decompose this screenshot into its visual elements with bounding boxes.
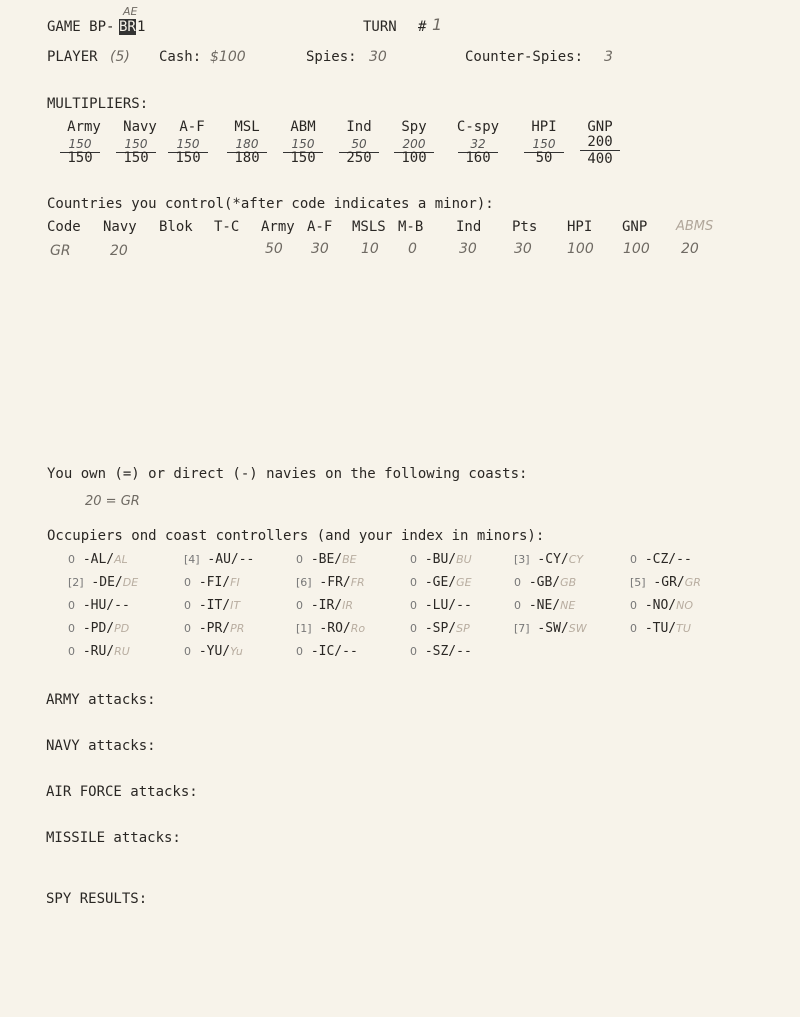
- coast-code: -CY/: [537, 552, 569, 567]
- coast-code: -RO/: [319, 621, 351, 636]
- coast-controller: PD: [114, 622, 130, 635]
- spies-value: 30: [369, 49, 387, 65]
- coast-entry: [296, 575, 365, 591]
- mult-label-hpi: HPI: [531, 119, 557, 135]
- col-header-tc: T-C: [214, 219, 240, 235]
- spy-results-label: SPY RESULTS:: [46, 891, 148, 907]
- coast-entry: [296, 552, 357, 568]
- mult-typed-msl: 180: [234, 150, 260, 166]
- mult-written-cspy: 32: [458, 136, 498, 153]
- coast-index: [5]: [630, 576, 646, 589]
- coast-entry: [184, 644, 243, 660]
- mult-label-af: A-F: [179, 119, 205, 135]
- coast-index: [6]: [296, 576, 312, 589]
- coast-controller: GR: [684, 576, 701, 589]
- col-header-gnp: GNP: [622, 219, 648, 235]
- cash-label: Cash:: [159, 49, 202, 65]
- col-header-pts: Pts: [512, 219, 538, 235]
- coast-code: -TU/: [644, 621, 677, 636]
- coast-index: 0: [184, 576, 191, 589]
- mult-typed-army: 150: [67, 150, 93, 166]
- cell-ind: 30: [459, 241, 477, 257]
- coast-entry: [68, 644, 130, 660]
- counter-spies-value: 3: [604, 49, 613, 65]
- mult-written-abm: 150: [283, 136, 323, 153]
- coast-entry: [514, 621, 587, 637]
- coast-entry: [68, 598, 130, 614]
- coast-index: 0: [410, 645, 417, 658]
- cell-code: GR: [50, 243, 71, 259]
- coast-index: 0: [630, 599, 637, 612]
- coast-controller: RU: [114, 645, 130, 658]
- mult-typed-cspy: 160: [465, 150, 491, 166]
- air-force-attacks-label: AIR FORCE attacks:: [46, 784, 198, 800]
- coast-index: 0: [296, 645, 303, 658]
- coast-code: -HU/--: [82, 598, 130, 613]
- col-header-blok: Blok: [159, 219, 193, 235]
- occupiers-title: Occupiers ond coast controllers (and your index in minors):: [47, 528, 545, 544]
- coast-controller: NE: [560, 599, 576, 612]
- mult-label-abm: ABM: [290, 119, 316, 135]
- coast-entry: [514, 552, 583, 568]
- army-attacks-label: ARMY attacks:: [46, 692, 156, 708]
- coast-entry: [68, 552, 128, 568]
- coast-controller: SP: [456, 622, 470, 635]
- mult-label-army: Army: [67, 119, 101, 135]
- cash-value: $100: [210, 49, 246, 65]
- coast-index: 0: [630, 622, 637, 635]
- col-header-ind: Ind: [456, 219, 482, 235]
- mult-written-ind: 50: [339, 136, 379, 153]
- mult-written-spy: 200: [394, 136, 434, 153]
- game-code-correction: AE: [123, 5, 138, 18]
- coast-code: -DE/: [91, 575, 123, 590]
- cell-af: 30: [311, 241, 329, 257]
- coast-index: 0: [184, 645, 191, 658]
- cell-msls: 10: [361, 241, 379, 257]
- coast-code: -GE/: [424, 575, 457, 590]
- coast-controller: CY: [568, 553, 584, 566]
- cell-navy: 20: [110, 243, 128, 259]
- mult-typed-hpi: 50: [535, 150, 553, 166]
- mult-label-spy: Spy: [401, 119, 427, 135]
- coast-code: -FI/: [198, 575, 231, 590]
- coast-code: -CZ/--: [644, 552, 692, 567]
- coast-controller: SW: [568, 622, 587, 635]
- coast-index: [4]: [184, 553, 200, 566]
- coast-index: [3]: [514, 553, 530, 566]
- coast-entry: [514, 575, 576, 591]
- coast-entry: [410, 552, 472, 568]
- coast-controller: IR: [342, 599, 354, 612]
- col-header-hpi: HPI: [567, 219, 593, 235]
- coast-controller: PR: [230, 622, 245, 635]
- mult-written-gnp: 200: [587, 134, 613, 150]
- col-header-abms: ABMS: [676, 219, 714, 234]
- mult-written-army: 150: [60, 136, 100, 153]
- coast-code: -IC/--: [310, 644, 358, 659]
- coast-controller: IT: [230, 599, 241, 612]
- coast-controller: DE: [122, 576, 139, 589]
- coast-code: -FR/: [319, 575, 351, 590]
- mult-written-hpi: 150: [524, 136, 564, 153]
- coast-index: 0: [296, 599, 303, 612]
- coast-index: [2]: [68, 576, 84, 589]
- spies-label: Spies:: [306, 49, 357, 65]
- coast-entry: [68, 575, 138, 591]
- navy-attacks-label: NAVY attacks:: [46, 738, 156, 754]
- mult-label-msl: MSL: [234, 119, 260, 135]
- coast-code: -GR/: [653, 575, 685, 590]
- coast-code: -NE/: [528, 598, 561, 613]
- coast-code: -GB/: [528, 575, 561, 590]
- col-header-code: Code: [47, 219, 81, 235]
- mult-label-gnp: GNP: [587, 119, 613, 135]
- coast-index: 0: [68, 622, 75, 635]
- cell-gnp: 100: [623, 241, 650, 257]
- coast-index: 0: [514, 576, 521, 589]
- coast-controller: AL: [114, 553, 128, 566]
- coast-controller: GB: [560, 576, 577, 589]
- col-header-navy: Navy: [103, 219, 137, 235]
- coast-controller: Ro: [350, 622, 366, 635]
- game-code-struck: BR: [119, 19, 136, 35]
- cell-mb: 0: [408, 241, 417, 257]
- coast-index: 0: [630, 553, 637, 566]
- mult-typed-ind: 250: [346, 150, 372, 166]
- cell-pts: 30: [514, 241, 532, 257]
- coast-entry: [410, 644, 472, 660]
- multipliers-title: MULTIPLIERS:: [47, 96, 149, 112]
- coast-code: -NO/: [644, 598, 677, 613]
- coast-code: -PD/: [82, 621, 115, 636]
- coast-index: 0: [68, 599, 75, 612]
- coast-index: [7]: [514, 622, 530, 635]
- coast-entry: [410, 621, 470, 637]
- coast-code: -RU/: [82, 644, 115, 659]
- coast-entry: [184, 575, 240, 591]
- cell-abms: 20: [681, 241, 699, 257]
- coast-entry: [514, 598, 575, 614]
- coast-index: 0: [410, 599, 417, 612]
- coast-entry: [630, 598, 693, 614]
- turn-hash: #: [418, 19, 427, 35]
- mult-written-msl: 180: [227, 136, 267, 153]
- col-header-af: A-F: [307, 219, 333, 235]
- coast-entry: [184, 621, 244, 637]
- coast-entry: [184, 552, 254, 568]
- mult-typed-navy: 150: [123, 150, 149, 166]
- player-label: PLAYER: [47, 49, 98, 65]
- mult-label-cspy: C-spy: [456, 119, 500, 135]
- coast-index: 0: [68, 645, 75, 658]
- coast-entry: [410, 598, 472, 614]
- turn-value: 1: [432, 15, 443, 34]
- coast-controller: TU: [676, 622, 691, 635]
- coast-controller: BU: [456, 553, 472, 566]
- cell-hpi: 100: [567, 241, 594, 257]
- coast-controller: NO: [676, 599, 694, 612]
- coast-controller: FR: [350, 576, 365, 589]
- col-header-mb: M-B: [398, 219, 424, 235]
- game-label: GAME BP-: [47, 19, 115, 35]
- mult-typed-gnp: 400: [580, 150, 620, 167]
- coast-controller: BE: [342, 553, 357, 566]
- navies-title: You own (=) or direct (-) navies on the following coasts:: [47, 466, 528, 482]
- coast-code: -LU/--: [424, 598, 472, 613]
- coast-entry: [630, 621, 691, 637]
- coast-entry: [296, 598, 353, 614]
- turn-label: TURN: [363, 19, 397, 35]
- mult-typed-abm: 150: [290, 150, 316, 166]
- coast-index: 0: [296, 553, 303, 566]
- coast-controller: FI: [230, 576, 240, 589]
- coast-code: -AL/: [82, 552, 115, 567]
- coast-code: -SZ/--: [424, 644, 472, 659]
- coast-index: 0: [410, 553, 417, 566]
- player-number: (5): [110, 49, 130, 65]
- coast-entry: [296, 621, 365, 637]
- col-header-msls: MSLS: [352, 219, 386, 235]
- col-header-army: Army: [261, 219, 295, 235]
- coast-controller: GE: [456, 576, 472, 589]
- mult-written-af: 150: [168, 136, 208, 153]
- coast-entry: [630, 575, 701, 591]
- countries-title: Countries you control(*after code indicates a minor):: [47, 196, 494, 212]
- coast-index: 0: [68, 553, 75, 566]
- coast-index: 0: [410, 622, 417, 635]
- mult-written-navy: 150: [116, 136, 156, 153]
- coast-entry: [184, 598, 240, 614]
- coast-index: 0: [184, 622, 191, 635]
- coast-code: -IT/: [198, 598, 231, 613]
- mult-label-navy: Navy: [123, 119, 157, 135]
- coast-index: 0: [184, 599, 191, 612]
- coast-code: -AU/--: [207, 552, 255, 567]
- coast-entry: [68, 621, 129, 637]
- coast-index: 0: [514, 599, 521, 612]
- cell-army: 50: [265, 241, 283, 257]
- missile-attacks-label: MISSILE attacks:: [46, 830, 181, 846]
- navies-entry: 20 = GR: [85, 494, 140, 509]
- coast-code: -YU/: [198, 644, 231, 659]
- coast-code: -PR/: [198, 621, 231, 636]
- coast-index: 0: [410, 576, 417, 589]
- coast-code: -BU/: [424, 552, 457, 567]
- coast-code: -SW/: [537, 621, 569, 636]
- coast-index: [1]: [296, 622, 312, 635]
- coast-entry: [630, 552, 692, 568]
- mult-typed-spy: 100: [401, 150, 427, 166]
- counter-spies-label: Counter-Spies:: [465, 49, 584, 65]
- mult-typed-af: 150: [175, 150, 201, 166]
- game-code-suffix: 1: [137, 19, 146, 35]
- coast-entry: [410, 575, 472, 591]
- coast-code: -SP/: [424, 621, 457, 636]
- coast-entry: [296, 644, 358, 660]
- coast-controller: Yu: [230, 645, 243, 658]
- coast-code: -IR/: [310, 598, 343, 613]
- mult-label-ind: Ind: [346, 119, 372, 135]
- coast-code: -BE/: [310, 552, 343, 567]
